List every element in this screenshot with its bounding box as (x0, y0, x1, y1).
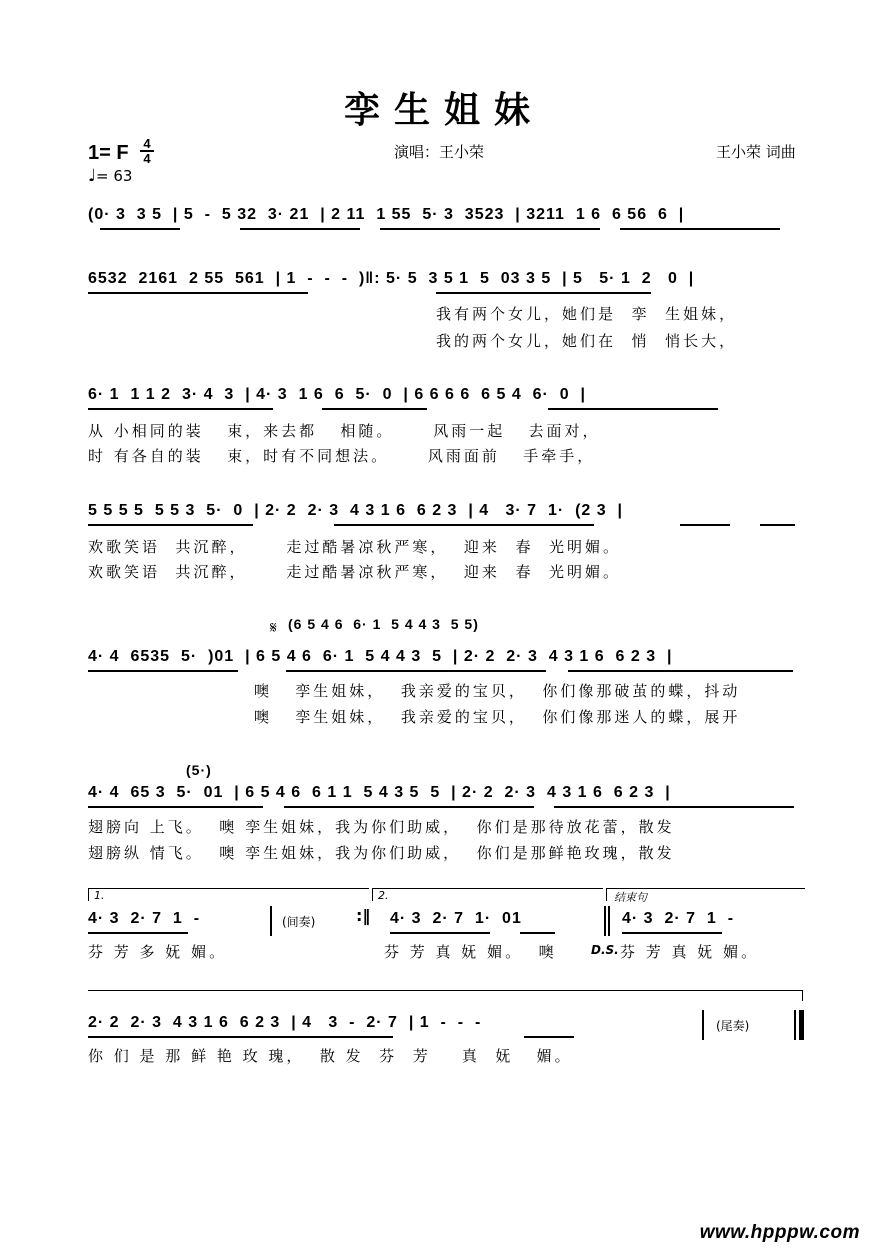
outro-marking: (尾奏) (716, 1019, 750, 1033)
interlude-marking: (间奏) (282, 915, 316, 929)
lyric-row-2-verse-1: 我有两个女儿，她们是 孪 生姐妹， (436, 305, 738, 323)
ending-bracket-row-8 (88, 990, 803, 1001)
singer-credit: 演唱：王小荣 (394, 143, 485, 161)
notation-row-7-ending: 4· 3 2· 7 1 - (622, 910, 735, 927)
key-signature: 1= F (88, 142, 129, 164)
tempo-value: = 63 (96, 167, 133, 185)
volta-bracket-2 (372, 888, 603, 901)
notation-row-7-second-ending: 4· 3 2· 7 1· 01 (390, 910, 522, 927)
song-title: 孪生姐妹 (343, 89, 544, 131)
volta-label-2: 2. (378, 889, 389, 902)
lyric-row-6-verse-1: 翅膀向 上飞。 噢 孪生姐妹，我为你们助威， 你们是那待放花蕾，散发 (88, 818, 675, 836)
time-signature-bottom: 4 (143, 151, 151, 166)
ossia-row-6: (5·) (186, 762, 212, 778)
lyric-row-7-ending: 芬 芳 真 妩 媚。 (620, 943, 760, 961)
composer-credit: 王小荣 词曲 (716, 143, 796, 161)
notation-row-1: (0· 3 3 5 | 5 - 5 32 3· 21 | 2 11 1 55 5· 3 3523 | 3211 1 6 6 56 6 | (88, 206, 685, 223)
lyric-row-4-verse-2: 欢歌笑语 共沉醉， 走过酷暑凉秋严寒， 迎来 春 光明媚。 (88, 563, 621, 581)
notation-row-6: 4· 4 65 3 5· 01 | 6 5 4 6 6 1 1 5 4 3 5 5 | 2· 2 2· 3 4 3 1 6 6 2 3 | (88, 784, 671, 801)
time-signature (140, 138, 154, 164)
time-signature-top: 4 (143, 136, 151, 151)
lyric-row-8: 你 们 是 那 鲜 艳 玫 瑰， 散 发 芬 芳 真 妩 媚。 (88, 1047, 573, 1065)
notation-row-2: 6532 2161 2 55 561 | 1 - - - )‖: 5· 5 3 5 1 5 03 3 5 | 5 5· 1 2 0 | (88, 270, 695, 287)
lyric-row-2-verse-2: 我的两个女儿，她们在 悄 悄长大， (436, 332, 738, 350)
tempo-marking (88, 166, 132, 186)
lyric-row-5-verse-1: 噢 孪生姐妹， 我亲爱的宝贝， 你们像那破茧的蝶，抖动 (254, 682, 741, 700)
notation-row-4: 5 5 5 5 5 5 3 5· 0 | 2· 2 2· 3 4 3 1 6 6 2 3 | 4 3· 7 1· (2 3 | (88, 502, 624, 519)
notation-row-5: 4· 4 6535 5· )01 | 6 5 4 6 6· 1 5 4 4 3 5 | 2· 2 2· 3 4 3 1 6 6 2 3 | (88, 648, 673, 665)
dal-segno-marking: D.S. (591, 943, 619, 957)
notation-row-8: 2· 2 2· 3 4 3 1 6 6 2 3 | 4 3 - 2· 7 | 1 - - - (88, 1014, 482, 1031)
segno-icon: 𝄋 (270, 618, 277, 637)
volta-label-ending: 结束句 (614, 891, 647, 904)
lyric-row-5-verse-2: 噢 孪生姐妹， 我亲爱的宝贝， 你们像那迷人的蝶，展开 (254, 708, 741, 726)
volta-bracket-1 (88, 888, 369, 901)
quarter-note-icon: ♩ (88, 166, 97, 186)
final-barline (799, 1010, 804, 1040)
lyric-row-7-second-ending: 芬 芳 真 妩 媚。 噢 (384, 943, 557, 961)
site-watermark: www.hpppw.com (699, 1222, 860, 1243)
lyric-row-7-first-ending: 芬 芳 多 妩 媚。 (88, 943, 228, 961)
notation-row-3: 6· 1 1 1 2 3· 4 3 | 4· 3 1 6 6 5· 0 | 6 6 6 6 6 5 4 6· 0 | (88, 386, 586, 403)
lyric-row-6-verse-2: 翅膀纵 情飞。 噢 孪生姐妹，我为你们助威， 你们是那鲜艳玫瑰，散发 (88, 844, 675, 862)
lyric-row-3-verse-2: 时 有各自的装 束，时有不同想法。 风雨面前 手牵手， (88, 447, 596, 465)
repeat-sign: :‖ (356, 906, 371, 925)
notation-row-7-first-ending: 4· 3 2· 7 1 - (88, 910, 201, 927)
lyric-row-4-verse-1: 欢歌笑语 共沉醉， 走过酷暑凉秋严寒， 迎来 春 光明媚。 (88, 538, 621, 556)
lyric-row-3-verse-1: 从 小相同的装 束，来去都 相随。 风雨一起 去面对， (88, 422, 601, 440)
volta-label-1: 1. (94, 889, 105, 902)
ossia-row-5: (6 5 4 6 6· 1 5 4 4 3 5 5) (288, 616, 479, 632)
